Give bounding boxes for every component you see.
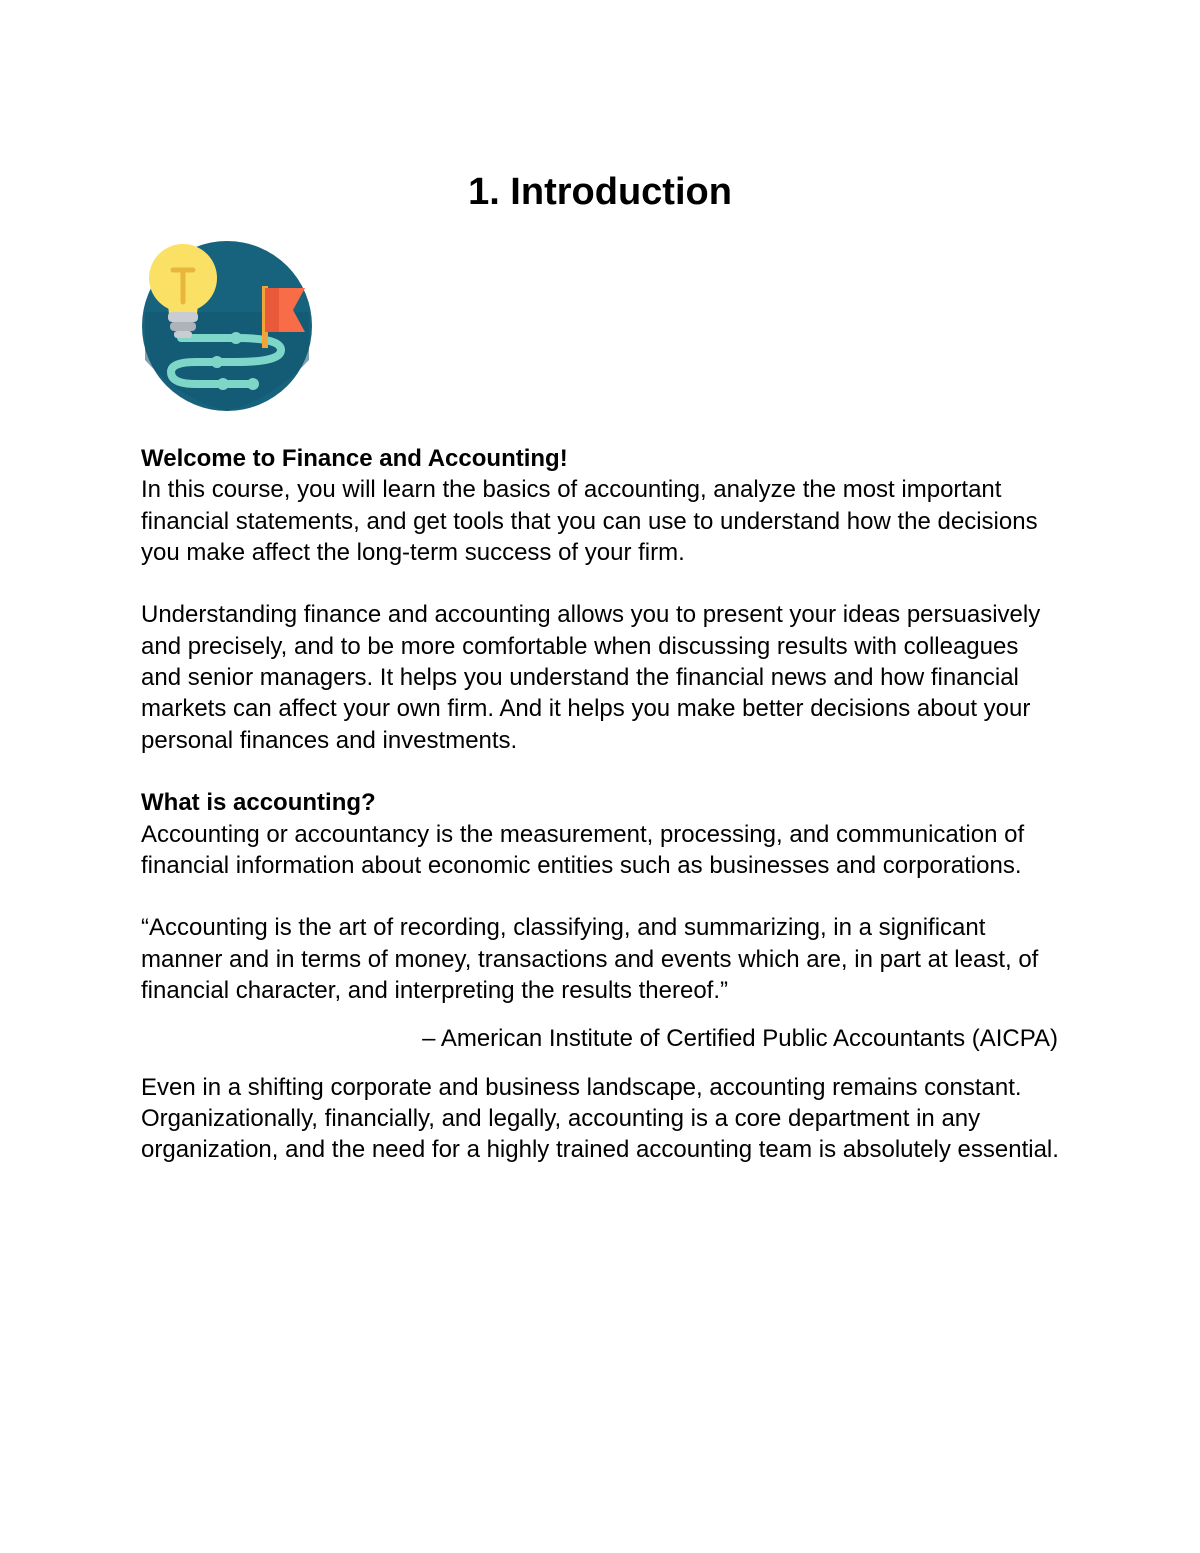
bulb-base [174,331,192,338]
intro-paragraph: In this course, you will learn the basics of accounting, analyze the most important financial statements, and get tools that you can use to understand how the decisions you make affect the long-term success of your firm. [141,476,1038,566]
welcome-heading: Welcome to Finance and Accounting! [141,445,568,472]
flag-shade [265,288,279,332]
lightbulb-path-flag-icon [141,240,313,412]
page-title: 1. Introduction [468,171,732,213]
path-node [211,356,223,368]
bulb-base [170,322,196,331]
bulb-base [168,312,198,322]
closing-paragraph: Even in a shifting corporate and business landscape, accounting remains constant. Organizationally, financially, and legally, accounting is a core department in any organization, and the need for a highly trained accounting team is absolutely essential. [141,1073,1059,1164]
paragraph-gap [141,881,1061,912]
understanding-paragraph: Understanding finance and accounting allows you to present your ideas persuasively and precisely, and to be more comfortable when discussing results with colleagues and senior managers. It helps you understand the financial news and how financial markets can affect your own firm. And it helps you make better decisions about your personal finances and investments. [141,601,1041,754]
path-node [247,378,259,390]
what-is-accounting-heading: What is accounting? [141,789,376,817]
aicpa-quote: “Accounting is the art of recording, classifying, and summarizing, in a significant manner and in terms of money, transactions and events which are, in part at least, of financial character, and interpreting the results thereof.” [141,914,1039,1005]
definition-paragraph: Accounting or accountancy is the measurement, processing, and communication of financial information about economic entities such as businesses and corporations. [141,820,1025,879]
path-node [230,332,242,344]
paragraph-gap [141,756,1061,787]
illustration-graphic [141,240,313,412]
quote-attribution: – American Institute of Certified Public Accountants (AICPA) [422,1025,1058,1053]
paragraph-gap [141,568,1061,599]
document-body [141,443,1061,1166]
path-node [217,378,229,390]
